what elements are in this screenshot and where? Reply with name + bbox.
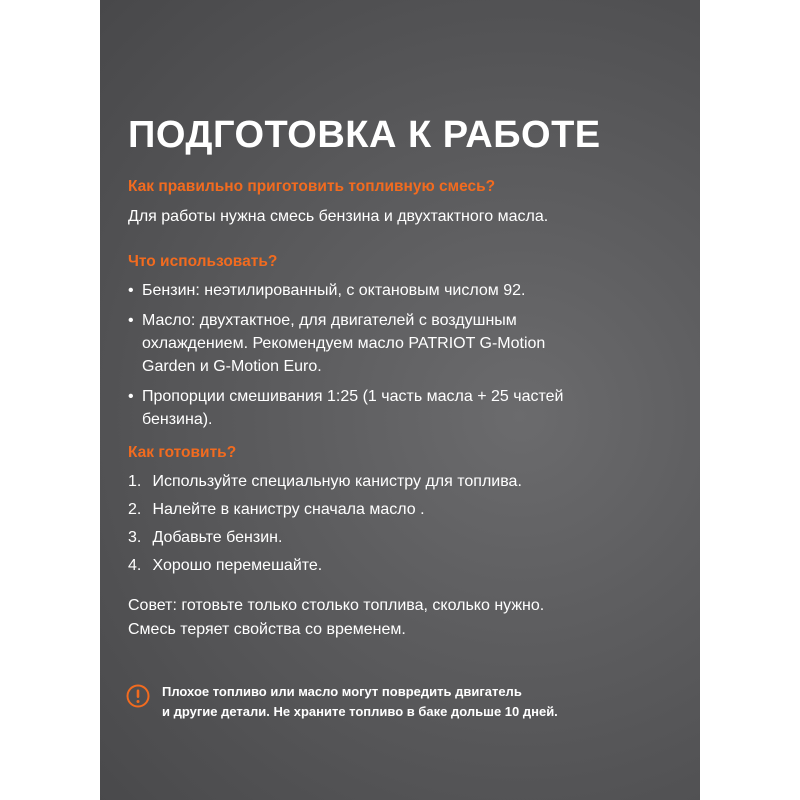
materials-list	[128, 279, 648, 438]
tip-text	[128, 594, 544, 642]
warning-text	[162, 682, 558, 722]
list-item-line: Garden и G-Motion Euro.	[142, 358, 322, 375]
list-item	[128, 385, 648, 431]
step-number: 4.	[128, 557, 142, 574]
step-text: Хорошо перемешайте.	[152, 557, 323, 574]
step-text: Используйте специальную канистру для топлива.	[152, 473, 522, 490]
step-text: Налейте в канистру сначала масло .	[152, 501, 425, 518]
step-text: Добавьте бензин.	[152, 529, 283, 546]
list-item-line: Масло: двухтактное, для двигателей с воздушным	[142, 312, 517, 329]
tip-line: Смесь теряет свойства со временем.	[128, 621, 406, 638]
step-item	[128, 526, 522, 554]
step-number: 2.	[128, 501, 142, 518]
list-item-line: Бензин: неэтилированный, с октановым числом 92.	[142, 282, 526, 299]
list-item	[128, 309, 648, 378]
section-heading-how-to-prepare: Как готовить?	[128, 444, 237, 461]
page-title: ПОДГОТОВКА К РАБОТЕ	[128, 114, 601, 156]
list-item	[128, 279, 648, 302]
warning-line: и другие детали. Не храните топливо в баке дольше 10 дней.	[162, 704, 558, 719]
section-heading-fuel-mix: Как правильно приготовить топливную смесь?	[128, 178, 496, 195]
step-number: 3.	[128, 529, 142, 546]
tip-line: Совет: готовьте только столько топлива, сколько нужно.	[128, 597, 545, 614]
instruction-panel	[100, 0, 700, 800]
list-item-line: бензина).	[142, 411, 213, 428]
exclamation-icon	[126, 684, 150, 708]
step-item	[128, 498, 522, 526]
section-heading-what-to-use: Что использовать?	[128, 253, 278, 270]
bullet-icon: •	[128, 282, 134, 299]
bullet-icon: •	[128, 388, 134, 405]
bullet-icon: •	[128, 312, 134, 329]
step-item	[128, 470, 522, 498]
step-item	[128, 554, 522, 582]
list-item-line: Пропорции смешивания 1:25 (1 часть масла + 25 частей	[142, 388, 564, 405]
section-text-fuel-mix: Для работы нужна смесь бензина и двухтактного масла.	[128, 208, 549, 225]
warning-line: Плохое топливо или масло могут повредить двигатель	[162, 684, 522, 699]
list-item-line: охлаждением. Рекомендуем масло PATRIOT G-Motion	[142, 335, 546, 352]
steps-list	[128, 470, 522, 582]
step-number: 1.	[128, 473, 142, 490]
